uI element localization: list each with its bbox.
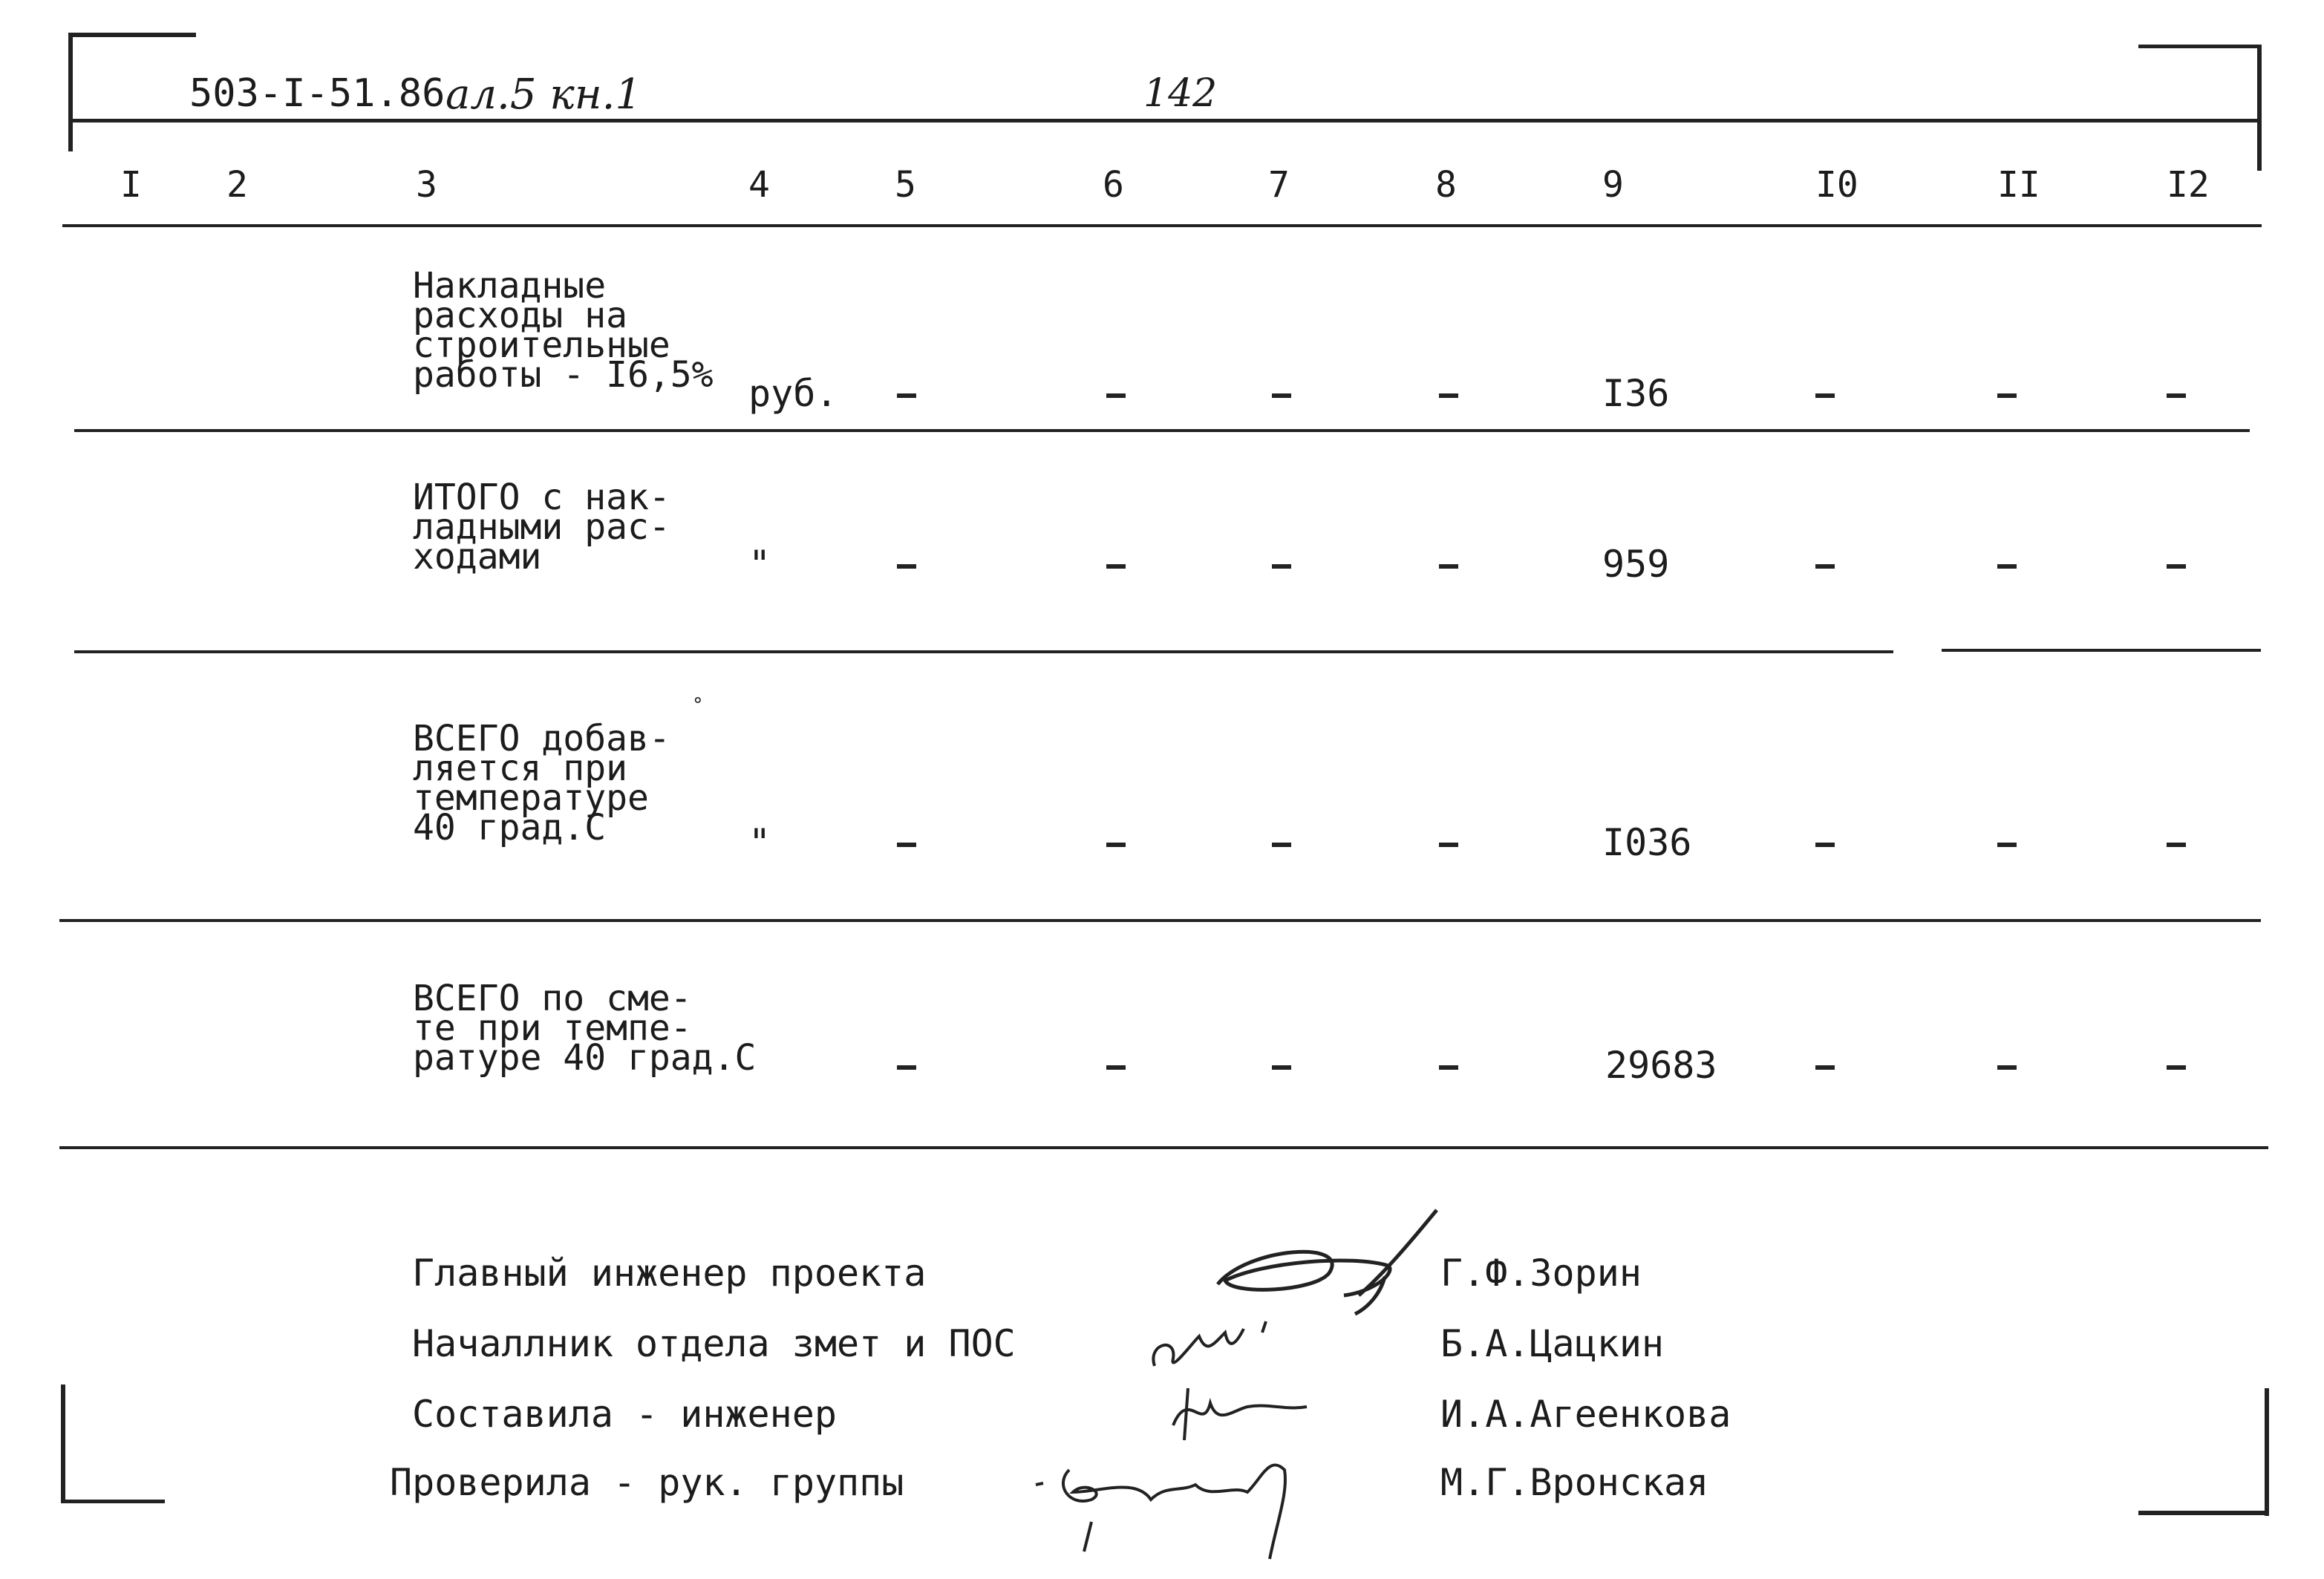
signature-role-2: Началлник отдела змет и ПОС [412, 1322, 1016, 1365]
row-1-col7-dash [1272, 393, 1291, 398]
row-3-stray-mark: ° [692, 694, 704, 716]
row-3-col10-dash [1815, 843, 1835, 847]
column-header-2: 2 [226, 164, 248, 206]
row-4-col10-dash [1815, 1065, 1835, 1070]
row-1-rule [74, 429, 2250, 432]
row-4-col12-dash [2167, 1065, 2186, 1070]
row-1-unit: руб. [748, 372, 838, 415]
row-2-col5-dash [897, 564, 916, 569]
header-rule [70, 119, 2260, 122]
row-1-col11-dash [1997, 393, 2017, 398]
column-header-4: 4 [748, 164, 770, 206]
row-1-col6-dash [1106, 393, 1126, 398]
row-3-col8-dash [1439, 843, 1458, 847]
page-number: 142 [1143, 71, 1218, 116]
row-1-col12-dash [2167, 393, 2186, 398]
row-2-col6-dash [1106, 564, 1126, 569]
column-header-10: I0 [1815, 164, 1858, 206]
signature-name-2: Б.А.Цацкин [1440, 1322, 1665, 1365]
column-header-7: 7 [1268, 164, 1290, 206]
row-3-unit: " [748, 821, 771, 864]
row-2-col11-dash [1997, 564, 2017, 569]
column-header-9: 9 [1602, 164, 1624, 206]
column-header-8: 8 [1435, 164, 1457, 206]
row-2-col12-dash [2167, 564, 2186, 569]
signature-role-3: Составила - инженер [412, 1393, 837, 1436]
signature-role-1: Главный инженер проекта [412, 1252, 927, 1295]
row-3-col9-value: I036 [1602, 821, 1692, 864]
doc-note: ал.5 кн.1 [445, 71, 642, 119]
frame-top-left-horizontal [70, 33, 196, 37]
row-2-col7-dash [1272, 564, 1291, 569]
handwritten-signature-2 [1140, 1314, 1288, 1381]
row-2-label: ИТОГО с нак- ладными рас- ходами [413, 477, 670, 578]
row-1-col9-value: I36 [1602, 372, 1670, 415]
frame-right-vertical [2257, 45, 2262, 171]
frame-bottom-left-horizontal [61, 1500, 165, 1503]
row-3-col11-dash [1997, 843, 2017, 847]
row-1-label: Накладные расходы на строительные работы - I6,5% [413, 265, 714, 396]
row-3-rule [59, 919, 2261, 922]
handwritten-signature-1 [1203, 1203, 1448, 1314]
column-header-12: I2 [2167, 164, 2210, 206]
frame-top-right-horizontal [2138, 45, 2261, 48]
signature-role-4: Проверила - рук. группы [390, 1461, 904, 1504]
doc-code: 503-I-51.86 [189, 71, 445, 116]
row-4-col7-dash [1272, 1065, 1291, 1070]
row-3-col12-dash [2167, 843, 2186, 847]
row-4-label: ВСЕГО по сме- те при темпе- ратуре 40 град.С [413, 978, 757, 1079]
row-4-rule [59, 1146, 2268, 1149]
row-4-col9-value: 29683 [1605, 1044, 1717, 1087]
frame-left-vertical [68, 33, 73, 151]
row-2-rule-right [1942, 649, 2261, 652]
row-2-col10-dash [1815, 564, 1835, 569]
signature-name-4: М.Г.Вронская [1440, 1461, 1709, 1504]
column-header-11: II [1997, 164, 2040, 206]
row-2-col9-value: 959 [1602, 543, 1670, 586]
row-3-col5-dash [897, 843, 916, 847]
frame-bottom-right-vertical [2265, 1388, 2269, 1516]
column-header-6: 6 [1103, 164, 1124, 206]
row-3-label: ВСЕГО добав- ляется при температуре 40 град.С [413, 718, 670, 849]
row-2-col8-dash [1439, 564, 1458, 569]
signature-name-3: И.А.Агеенкова [1440, 1393, 1731, 1436]
row-3-col7-dash [1272, 843, 1291, 847]
column-header-rule [62, 224, 2262, 227]
row-2-unit: " [748, 543, 771, 586]
row-1-col8-dash [1439, 393, 1458, 398]
row-4-col8-dash [1439, 1065, 1458, 1070]
row-1-col5-dash [897, 393, 916, 398]
column-header-3: 3 [416, 164, 437, 206]
frame-bottom-right-horizontal [2138, 1511, 2269, 1515]
row-4-col11-dash [1997, 1065, 2017, 1070]
row-3-col6-dash [1106, 843, 1126, 847]
column-header-5: 5 [895, 164, 916, 206]
column-header-1: I [120, 164, 142, 206]
handwritten-signature-4 [1025, 1410, 1336, 1566]
frame-bottom-left-vertical [61, 1385, 65, 1503]
row-4-col6-dash [1106, 1065, 1126, 1070]
row-2-rule-left [74, 650, 1893, 653]
row-4-col5-dash [897, 1065, 916, 1070]
signature-name-1: Г.Ф.Зорин [1440, 1252, 1642, 1295]
row-1-col10-dash [1815, 393, 1835, 398]
